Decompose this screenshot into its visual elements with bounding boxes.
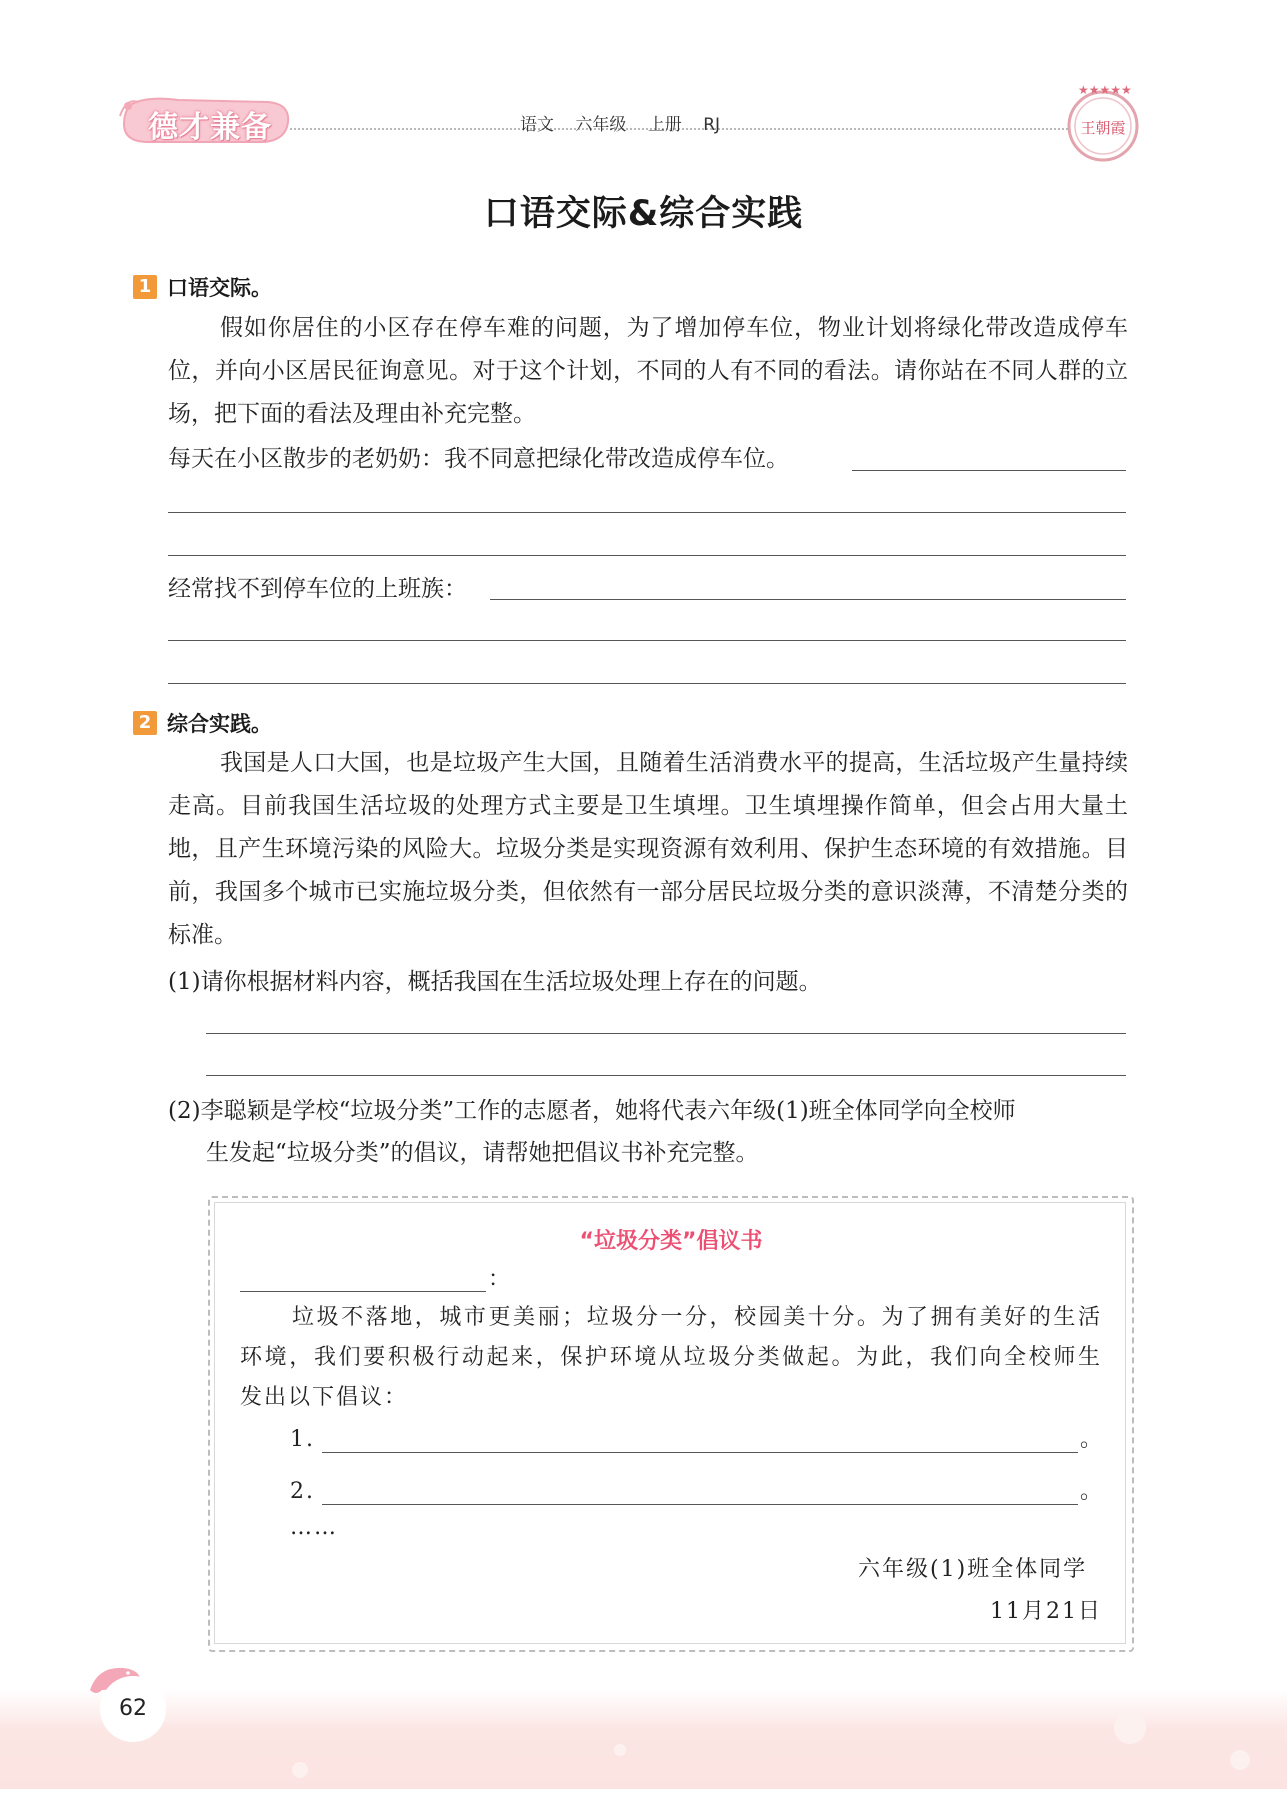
grandma-prompt: 每天在小区散步的老奶奶：我不同意把绿化带改造成停车位。 xyxy=(168,446,789,472)
proposal-signature: 六年级(1)班全体同学 xyxy=(858,1557,1088,1582)
header-subject: 语文 xyxy=(520,115,554,135)
answer-line-q1-1[interactable] xyxy=(206,1033,1126,1034)
footer-bubbles-decoration xyxy=(0,1690,1287,1789)
section1-number-badge: 1 xyxy=(133,275,157,299)
seal-icon xyxy=(1062,78,1144,164)
page-number: 62 xyxy=(100,1676,166,1742)
proposal-item2-line[interactable] xyxy=(322,1504,1078,1505)
answer-line-grandma-2[interactable] xyxy=(168,512,1126,513)
proposal-date: 11月21日 xyxy=(990,1599,1102,1624)
proposal-item2-end: 。 xyxy=(1080,1479,1105,1504)
footer-band xyxy=(0,1690,1287,1789)
proposal-title: “垃圾分类”倡议书 xyxy=(579,1229,763,1254)
header-volume: 上册 xyxy=(647,115,682,135)
author-seal xyxy=(1062,78,1144,164)
question-2-line1: (2)李聪颖是学校“垃圾分类”工作的志愿者，她将代表六年级(1)班全体同学向全校师 xyxy=(168,1098,1016,1124)
proposal-body: 垃圾不落地，城市更美丽；垃圾分一分，校园美十分。为了拥有美好的生活环境，我们要积极行动起来，保护环境从垃圾分类做起。为此，我们向全校师生发出以下倡议： xyxy=(240,1305,1102,1410)
section2-title: 综合实践。 xyxy=(167,712,272,736)
section1-paragraph: 假如你居住的小区存在停车难的问题，为了增加停车位，物业计划将绿化带改造成停车位，并向小区居民征询意见。对于这个计划，不同的人有不同的看法。请你站在不同人群的立场，把下面的看法及理由补充完整。 xyxy=(168,315,1128,427)
section1-heading xyxy=(133,272,272,302)
svg-text:★★★★★: ★★★★★ xyxy=(1078,83,1132,97)
proposal-item1-end: 。 xyxy=(1080,1427,1105,1452)
answer-line-grandma-3[interactable] xyxy=(168,555,1126,556)
proposal-item2-label: 2. xyxy=(290,1479,315,1504)
section2-number-badge: 2 xyxy=(133,711,157,735)
proposal-item1-label: 1. xyxy=(290,1427,315,1452)
section1-title: 口语交际。 xyxy=(167,276,272,300)
salutation-blank-line[interactable] xyxy=(240,1291,486,1292)
worker-prompt: 经常找不到停车位的上班族： xyxy=(168,576,467,602)
salutation-colon: ： xyxy=(488,1267,513,1292)
brand-logo xyxy=(118,96,294,146)
header-edition: RJ xyxy=(703,115,721,135)
page-title: 口语交际&综合实践 xyxy=(483,194,804,234)
question-1: (1)请你根据材料内容，概括我国在生活垃圾处理上存在的问题。 xyxy=(168,969,822,995)
answer-line-worker-3[interactable] xyxy=(168,683,1126,684)
section2-paragraph: 我国是人口大国，也是垃圾产生大国，且随着生活消费水平的提高，生活垃圾产生量持续走高。目前我国生活垃圾的处理方式主要是卫生填埋。卫生填埋操作简单，但会占用大量土地，且产生环境污染的风险大。垃圾分类是实现资源有效利用、保护生态环境的有效措施。目前，我国多个城市已实施垃圾分类，但依然有一部分居民垃圾分类的意识淡薄，不清楚分类的标准。 xyxy=(168,750,1128,948)
logo-text: 德才兼备 xyxy=(148,110,272,145)
answer-line-q1-2[interactable] xyxy=(206,1075,1126,1076)
proposal-item1-line[interactable] xyxy=(322,1452,1078,1453)
header-grade: 六年级 xyxy=(575,115,627,135)
section2-heading xyxy=(133,708,272,738)
answer-line-worker-1[interactable] xyxy=(490,599,1126,600)
proposal-ellipsis: …… xyxy=(290,1515,338,1540)
question-2-line2: 生发起“垃圾分类”的倡议，请帮她把倡议书补充完整。 xyxy=(206,1140,759,1166)
answer-line-grandma-1[interactable] xyxy=(852,470,1126,471)
seal-text: 王朝霞 xyxy=(1080,119,1126,137)
answer-line-worker-2[interactable] xyxy=(168,640,1126,641)
header-book-info xyxy=(520,110,736,135)
